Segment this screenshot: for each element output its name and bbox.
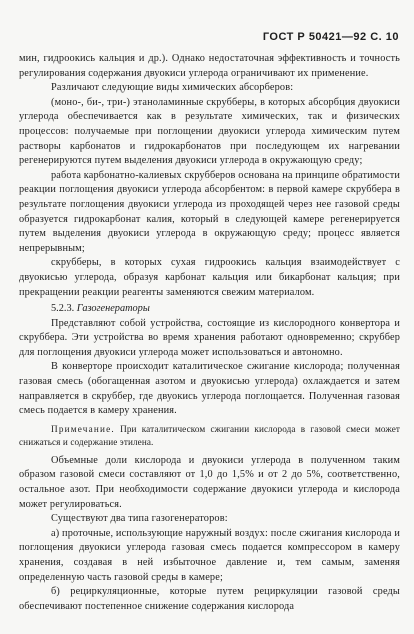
- paragraph: скрубберы, в которых сухая гидроокись кальция взаимодействует с двуокисью углерода, образуя карбонат кальция или бикарбонат кальция; при прекращении реакции реагенты заменяются свежим материалом.: [19, 257, 400, 298]
- paragraph: Объемные доли кислорода и двуокиси углерода в полученном таким образом газовой смеси составляют от 1,0 до 1,5% и от 2 до 5%, соответственно, остальное азот. При необходимости содержание двуокиси углерода и кислорода может регулироваться.: [19, 454, 400, 510]
- paragraph: Существуют два типа газогенераторов:: [51, 513, 228, 525]
- section-heading: [19, 302, 400, 317]
- paragraph: а) проточные, использующие наружный воздух: после сжигания кислорода и поглощения двуокиси углерода газовая смесь подается компрессором в камеру хранения, создавая в ней избыточное давление и, тем самым, заменяя определенную часть газовой среды в камере;: [19, 527, 400, 583]
- note-label: Примечание.: [51, 423, 115, 434]
- body-text: [19, 52, 400, 614]
- paragraph: В конверторе происходит каталитическое сжигание кислорода; полученная газовая смесь (обогащенная азотом и двуокисью углерода) охлаждается и затем направляется в скруббер, где двуокись углерода поглощается. Полученная газовая смесь подается в камеру хранения.: [19, 361, 400, 417]
- note-text: При каталитическом сжигании кислорода в газовой смеси может снижаться и содержание этилена.: [19, 423, 400, 448]
- paragraph: б) рециркуляционные, которые путем рециркуляции газовой среды обеспечивают постепенное снижение содержания кислорода: [19, 586, 400, 612]
- section-title: Газогенераторы: [76, 303, 150, 315]
- paragraph: Представляют собой устройства, состоящие из кислородного конвертора и скруббера. Эти устройства во время хранения работают одновременно; скруббер для поглощения двуокиси углерода может использоваться и автономно.: [19, 317, 400, 358]
- page-header: ГОСТ Р 50421—92 С. 10: [262, 31, 399, 43]
- paragraph: мин, гидроокись кальция и др.). Однако недостаточная эффективность и точность регулирования содержания двуокиси углерода ограничивают их применение.: [19, 53, 400, 79]
- paragraph: Различают следующие виды химических абсорберов:: [51, 82, 294, 94]
- note: [19, 423, 400, 450]
- paragraph: работа карбонатно-калиевых скрубберов основана на принципе обратимости реакции поглощения двуокиси углерода абсорбентом: в первой камере скруббера в результате поглощения двуокиси углерода из проходящей через нее газовой среды образуется гидрокарбонат калия, который в следующей камере регенерируется путем выделения двуокиси углерода в окружающую среду; процесс является непрерывным;: [19, 169, 401, 254]
- section-number: 5.2.3.: [51, 303, 75, 315]
- paragraph: (моно-, би-, три-) этаноламинные скрубберы, в которых абсорбция двуокиси углерода обеспечивается как в результате химических, так и физических процессов: получаемые при поглощении двуокиси углерода химическим путем растворы карбонатов и гидрокарбонатов при последующем их нагревании регенерируются путем выделения двуокиси углерода в окружающую среду;: [19, 96, 400, 167]
